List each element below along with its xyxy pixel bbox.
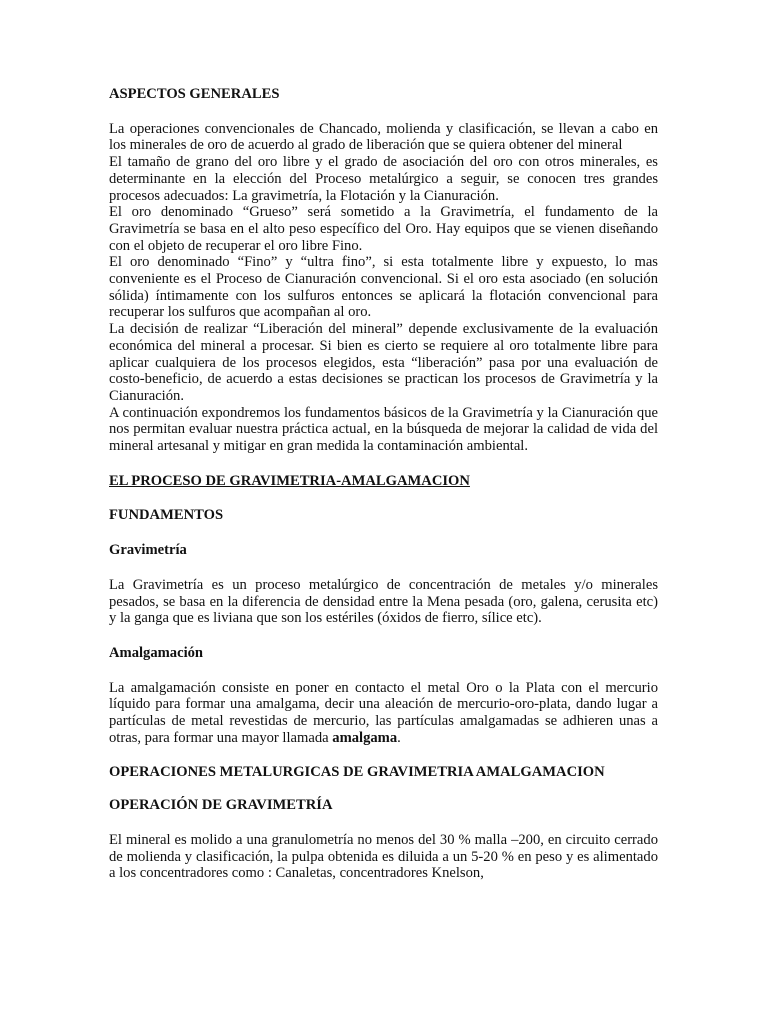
paragraph [109, 680, 658, 747]
sentence-end: . [397, 729, 401, 746]
paragraph: El tamaño de grano del oro libre y el grado de asociación del oro con otros minerales, es determinante en la elección del Proceso metalúrgico a seguir, se conocen tres grandes procesos adecuados: La gravimetría, la Flotación y la Cianuración. [109, 154, 658, 204]
paragraph: El oro denominado “Grueso” será sometido a la Gravimetría, el fundamento de la Gravimetría se basa en el alto peso específico del Oro. Hay equipos que se vienen diseñando con el objeto de recuperar el oro libre Fino. [109, 204, 658, 254]
section-heading-fundamentos: FUNDAMENTOS [109, 507, 224, 524]
amalgamacion-text: La amalgamación consiste en poner en contacto el metal Oro o la Plata con el mercurio líquido para formar una amalgama, decir una aleación de mercurio-oro-plata, dando lugar a partículas de metal revestidas de mercurio, las partículas amalgamadas se adhieren unas a otras, para formar una mayor llamada [109, 679, 658, 746]
section-heading-operaciones: OPERACIONES METALURGICAS DE GRAVIMETRIA AMALGAMACION [109, 763, 605, 780]
subheading-amalgamacion: Amalgamación [109, 644, 204, 661]
paragraph: El oro denominado “Fino” y “ultra fino”, si esta totalmente libre y expuesto, lo mas conveniente es el Proceso de Cianuración convencional. Si el oro esta asociado (en solución sólida) íntimamente con los sulfuros entonces se aplicará la flotación convencional para recuperar los sulfuros que acompañan al oro. [109, 254, 658, 321]
bold-term-amalgama: amalgama [332, 729, 398, 746]
document-page [109, 86, 658, 882]
paragraph: El mineral es molido a una granulometría no menos del 30 % malla –200, en circuito cerrado de molienda y clasificación, la pulpa obtenida es diluida a un 5-20 % en peso y es alimentado a los concentradores como : Canaletas, concentradores Knelson, [109, 831, 658, 882]
paragraph: A continuación expondremos los fundamentos básicos de la Gravimetría y la Cianuración que nos permitan evaluar nuestra práctica actual, en la búsqueda de mejorar la calidad de vida del mineral artesanal y mitigar en gran medida la contaminación ambiental. [109, 404, 658, 455]
subheading-gravimetria: Gravimetría [109, 542, 187, 559]
paragraph: La Gravimetría es un proceso metalúrgico de concentración de metales y/o minerales pesados, se basa en la diferencia de densidad entre la Mena pesada (oro, galena, cerusita etc) y la ganga que es liviana que son los estériles (óxidos de fierro, sílice etc). [109, 576, 658, 627]
paragraph: La operaciones convencionales de Chancado, molienda y clasificación, se llevan a cabo en los minerales de oro de acuerdo al grado de liberación que se quiera obtener del mineral [109, 120, 658, 154]
section-heading-operacion-gravimetria: OPERACIÓN DE GRAVIMETRÍA [109, 797, 333, 814]
section-heading-aspectos: ASPECTOS GENERALES [109, 86, 280, 102]
section-heading-proceso: EL PROCESO DE GRAVIMETRIA-AMALGAMACION [109, 472, 470, 489]
paragraph: La decisión de realizar “Liberación del mineral” depende exclusivamente de la evaluación económica del mineral a procesar. Si bien es cierto se requiere al oro totalmente libre para aplicar cualquiera de los procesos elegidos, esta “liberación” pasa por una evaluación de costo-beneficio, de acuerdo a estas decisiones se practican los procesos de Gravimetría y la Cianuración. [109, 321, 658, 404]
